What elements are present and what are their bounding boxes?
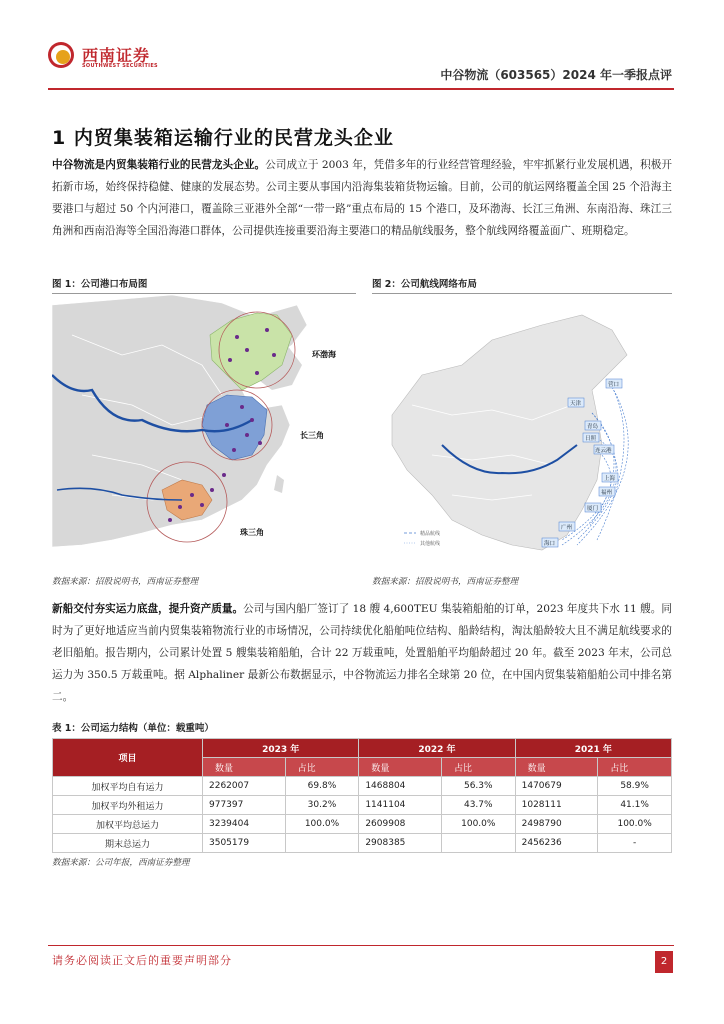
cell-value: 1470679 [515, 777, 598, 796]
cell-share: 43.7% [441, 796, 515, 815]
figure-2-rule [372, 293, 672, 294]
cell-value: 2609908 [359, 815, 442, 834]
report-title: 中谷物流（603565）2024 年一季报点评 [440, 68, 672, 82]
port-yingkou: 营口 [608, 382, 620, 388]
table-source: 数据来源：公司年报，西南证券整理 [52, 858, 190, 868]
legend-premium-routes: 精品航线 [420, 531, 441, 537]
port-xiamen: 厦门 [587, 506, 599, 512]
table-row [53, 777, 672, 796]
row-label: 加权平均外租运力 [53, 796, 203, 815]
logo-text: 西南证券 [82, 46, 151, 65]
header-divider [48, 88, 674, 90]
cell-share: 69.8% [285, 777, 359, 796]
label-bohai: 环渤海 [312, 350, 336, 359]
cell-share: 58.9% [598, 777, 672, 796]
cell-value: 1468804 [359, 777, 442, 796]
cell-value: 2456236 [515, 834, 598, 853]
logo-subtitle: SOUTHWEST SECURITIES [82, 63, 158, 69]
intro-paragraph [52, 154, 672, 242]
subheader-count: 数量 [203, 758, 286, 777]
cell-share: 30.2% [285, 796, 359, 815]
cell-share: 100.0% [285, 815, 359, 834]
disclaimer-note: 请务必阅读正文后的重要声明部分 [52, 954, 232, 967]
cell-share: 56.3% [441, 777, 515, 796]
figure-2-source: 数据来源：招股说明书，西南证券整理 [372, 577, 519, 587]
cell-share: 100.0% [441, 815, 515, 834]
figure-1-caption: 图 1：公司港口布局图 [52, 279, 148, 290]
paragraph-body: 公司成立于 2003 年，凭借多年的行业经营管理经验，牢牢抓紧行业发展机遇，积极开拓新市场，始终保持稳健、健康的发展态势。公司主要从事国内沿海集装箱货物运输。目前，公司的航运网络覆盖全国 25 个沿海主要港口与超过 50 个内河港口，覆盖除三亚港外全部“一带一路”重点布局的 15 个港口，及环渤海、长江三角洲、东南沿海、珠江三角洲和西南沿海等全国沿海港口群体，公司提供连接重要沿海主要港口的精品航线服务，整个航线网络覆盖面广、班期稳定。 [52, 159, 673, 237]
table-row [53, 834, 672, 853]
page-header [48, 40, 674, 90]
row-label: 加权平均自有运力 [53, 777, 203, 796]
header-year-2021: 2021 年 [515, 739, 671, 758]
cell-value: 2908385 [359, 834, 442, 853]
port-shanghai: 上海 [604, 476, 616, 482]
footer-divider [48, 945, 674, 946]
row-label: 期末总运力 [53, 834, 203, 853]
figure-1-source: 数据来源：招股说明书，西南证券整理 [52, 577, 199, 587]
cell-share [285, 834, 359, 853]
figure-1-rule [52, 293, 356, 294]
legend-other-routes: 其他航线 [420, 541, 441, 547]
port-qingdao: 青岛 [587, 424, 599, 430]
fleet-paragraph [52, 598, 672, 708]
cell-value: 3239404 [203, 815, 286, 834]
table-row [53, 796, 672, 815]
port-lianyungang: 连云港 [595, 448, 612, 454]
cell-value: 1028111 [515, 796, 598, 815]
header-year-2022: 2022 年 [359, 739, 515, 758]
cell-share: 41.1% [598, 796, 672, 815]
cell-value: 977397 [203, 796, 286, 815]
port-tianjin: 天津 [570, 401, 582, 407]
cell-share: - [598, 834, 672, 853]
figure-2-caption: 图 2：公司航线网络布局 [372, 279, 477, 290]
table-row [53, 815, 672, 834]
subheader-share: 占比 [285, 758, 359, 777]
subheader-share: 占比 [441, 758, 515, 777]
cell-value: 2498790 [515, 815, 598, 834]
cell-value: 2262007 [203, 777, 286, 796]
subheader-share: 占比 [598, 758, 672, 777]
port-haikou: 海口 [544, 541, 556, 547]
cell-value: 3505179 [203, 834, 286, 853]
capacity-table [52, 738, 672, 853]
paragraph-lead: 中谷物流是内贸集装箱行业的民营龙头企业。 [52, 159, 266, 171]
table-caption: 表 1：公司运力结构（单位：载重吨） [52, 723, 214, 734]
port-fuzhou: 福州 [601, 490, 613, 496]
paragraph-lead: 新船交付夯实运力底盘，提升资产质量。 [52, 603, 244, 615]
subheader-count: 数量 [515, 758, 598, 777]
cell-value: 1141104 [359, 796, 442, 815]
route-network-map [372, 295, 672, 567]
subheader-count: 数量 [359, 758, 442, 777]
label-yangtze-delta: 长三角 [300, 431, 324, 440]
cell-share [441, 834, 515, 853]
logo-icon [48, 42, 74, 68]
row-label: 加权平均总运力 [53, 815, 203, 834]
cell-share: 100.0% [598, 815, 672, 834]
page-number: 2 [655, 951, 673, 973]
section-heading: 1 内贸集装箱运输行业的民营龙头企业 [52, 127, 394, 149]
header-year-2023: 2023 年 [203, 739, 359, 758]
port-layout-map [52, 295, 356, 567]
port-guangzhou: 广州 [561, 525, 573, 531]
label-pearl-delta: 珠三角 [240, 528, 264, 537]
header-item: 项目 [53, 739, 203, 777]
paragraph-body: 公司与国内船厂签订了 18 艘 4,600TEU 集装箱船舶的订单，2023 年度共下水 11 艘。同时为了更好地适应当前内贸集装箱物流行业的市场情况，公司持续优化船舶吨位结构、船龄结构，淘汰船龄较大且不满足航线要求的老旧船舶。报告期内，公司累计处置 5 艘集装箱船舶，合计 22 万载重吨，处置船舶平均船龄超过 20 年。截至 2023 年末，公司总运力为 350.5 万载重吨。据 Alphaliner 最新公布数据显示，中谷物流运力排名全球第 20 位，在中国内贸集装箱船舶公司中排名第二。 [52, 603, 673, 703]
port-rizhao: 日照 [585, 436, 597, 442]
